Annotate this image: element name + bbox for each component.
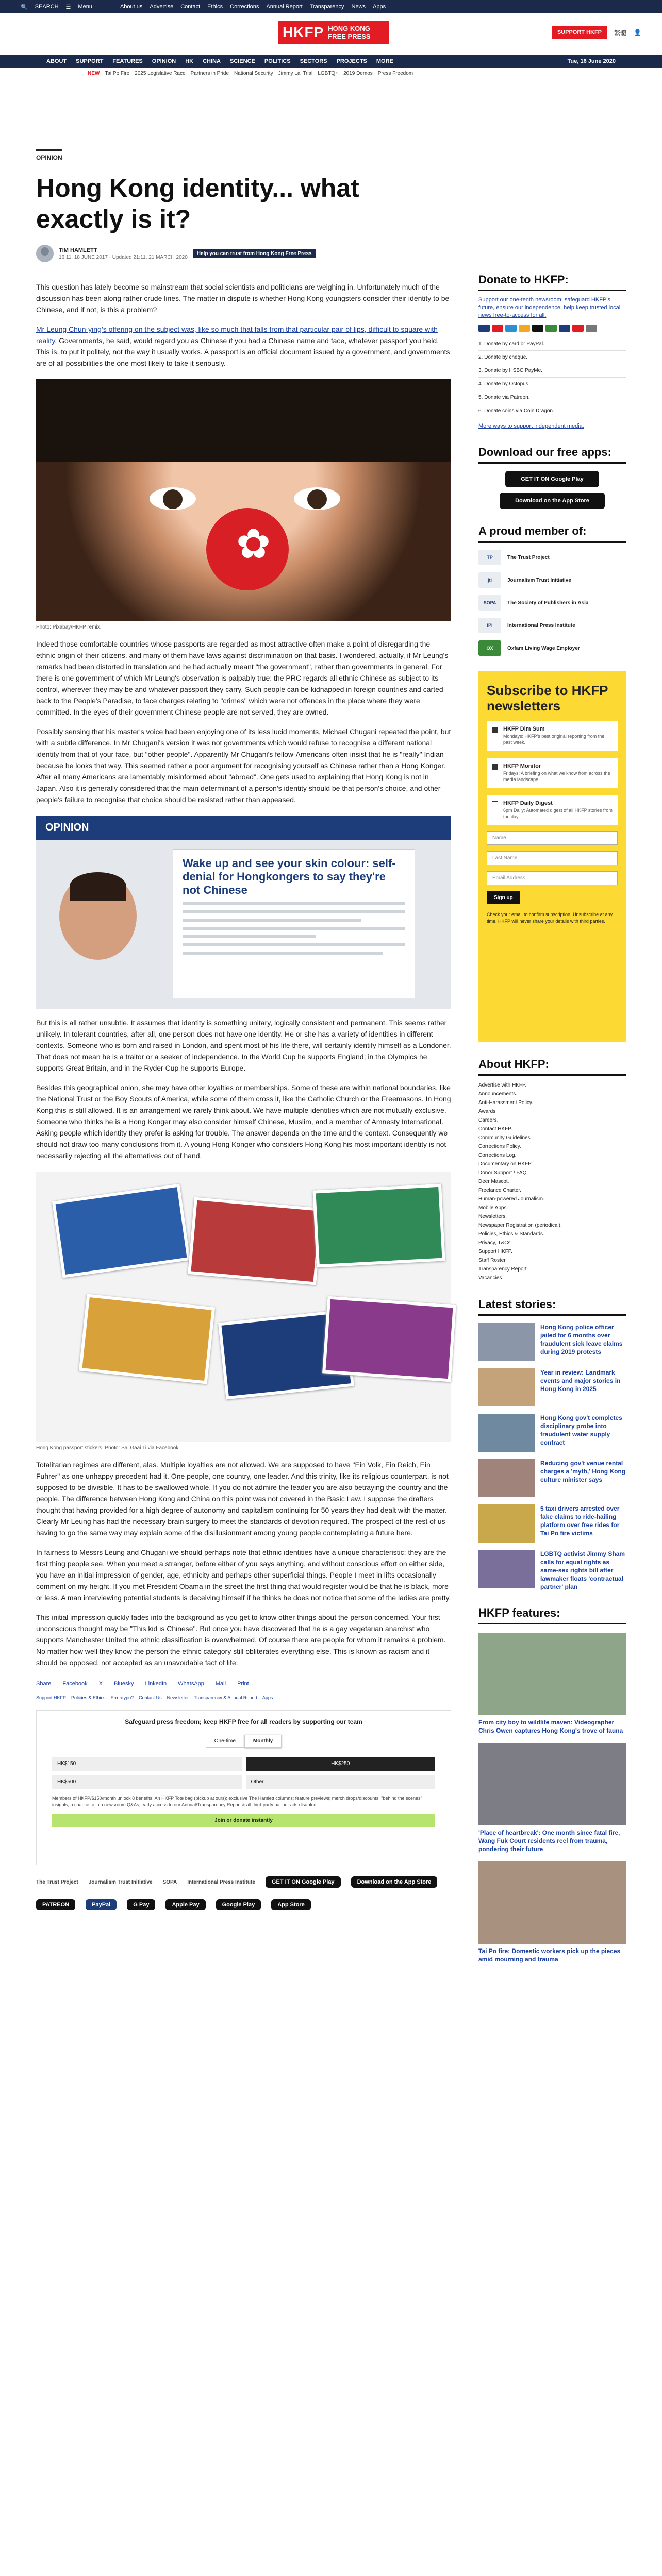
paragraph: This question has lately become so mainstream that social scientists and politicians are weighing in. Unfortunately much of the discussion has been along rather crude lines. The matter in dispute is whether Hong Kong youngsters consider their identity to be Chinese, and if not, is this a problem? bbox=[36, 283, 450, 314]
about-heading: About HKFP: bbox=[478, 1058, 626, 1076]
member-org[interactable]: TP The Trust Project bbox=[478, 550, 626, 565]
about-link[interactable]: Careers. bbox=[478, 1117, 499, 1123]
member-benefits: Members of HKFP/$150/month unlock 8 benefits: An HKFP Tote bag (pickup at ours); exclusive The Hamlett columns; feature previews; merch drops/discounts; "behind the scenes" insights; a chance to join newsroom Q&As; early access to our Annual/Transparency Report & all third-party banner ads disabled. bbox=[52, 1795, 422, 1807]
google-play-badge[interactable]: GET IT ON Google Play bbox=[266, 1876, 341, 1888]
latest-story[interactable]: LGBTQ activist Jimmy Sham calls for equal rights as same-sex rights bill after lawmaker floats 'contractual partner' plan bbox=[478, 1550, 626, 1591]
clipping-article bbox=[173, 849, 415, 998]
feature-story[interactable]: From city boy to wildlife maven: Videographer Chris Owen captures Hong Kong's trove of fauna bbox=[478, 1633, 626, 1735]
about-link[interactable]: Advertise with HKFP. bbox=[478, 1082, 527, 1088]
trending-item[interactable]: 2025 Legislative Race bbox=[135, 70, 186, 76]
card-icon bbox=[532, 325, 543, 332]
nav-politics[interactable]: POLITICS bbox=[264, 58, 291, 64]
about-link[interactable]: Announcements. bbox=[478, 1091, 518, 1097]
donate-option[interactable]: 4. Donate by Octopus. bbox=[478, 377, 626, 391]
about-link[interactable]: Vacancies. bbox=[478, 1275, 504, 1281]
topbar-search[interactable]: SEARCH bbox=[35, 4, 59, 10]
google-play-button[interactable]: GET IT ON Google Play bbox=[505, 471, 599, 487]
share-bar bbox=[36, 1681, 451, 1687]
member-org[interactable]: OX Oxfam Living Wage Employer bbox=[478, 640, 626, 656]
sidebar bbox=[478, 273, 626, 1963]
latest-story[interactable]: 5 taxi drivers arrested over fake claims to ride-hailing platform over free rides for Tai Po fire victims bbox=[478, 1504, 626, 1543]
donate-options bbox=[478, 337, 626, 417]
features-heading: HKFP features: bbox=[478, 1606, 626, 1624]
checkbox-checked[interactable] bbox=[492, 764, 498, 770]
about-link[interactable]: Corrections Policy. bbox=[478, 1144, 521, 1149]
ipi-logo[interactable]: International Press Institute bbox=[187, 1879, 255, 1885]
latest-story[interactable]: Hong Kong police officer jailed for 6 months over fraudulent sick leave claims during 2019 protests bbox=[478, 1323, 626, 1361]
monthly-option[interactable]: Monthly bbox=[244, 1735, 282, 1748]
paragraph: Mr Leung Chun-ying’s offering on the subject was, like so much that falls from that particular pair of lips, difficult to square with reality. Governments, he said, would regard you as Chinese if you had a Chinese name and face, whatever passport you held. This is, to put it politely, not the way it usually works. A passport is an official document issued by a government, and governments are of all possibilities the one most likely to take it seriously. bbox=[36, 325, 450, 367]
nav-more[interactable]: MORE bbox=[376, 58, 393, 64]
policy-link[interactable]: Newsletter bbox=[167, 1695, 189, 1700]
topbar-transparency[interactable]: Transparency bbox=[309, 4, 344, 10]
apps-heading: Download our free apps: bbox=[478, 446, 626, 464]
author-avatar bbox=[36, 245, 54, 262]
feature-image[interactable] bbox=[478, 1633, 626, 1715]
topbar-apps[interactable]: Apps bbox=[373, 4, 386, 10]
policy-link[interactable]: Error/typo? bbox=[110, 1695, 134, 1700]
sopa-icon: SOPA bbox=[478, 595, 501, 611]
about-links bbox=[478, 1081, 626, 1282]
newsletter-option[interactable]: HKFP Monitor Fridays: A briefing on what we know from across the media landscape. bbox=[487, 758, 618, 788]
member-org[interactable]: IPI International Press Institute bbox=[478, 618, 626, 633]
trending-item[interactable]: Jimmy Lai Trial bbox=[278, 70, 313, 76]
trending-bar bbox=[0, 68, 662, 78]
app-store-button[interactable]: Download on the App Store bbox=[500, 493, 605, 509]
header-actions bbox=[552, 26, 641, 39]
inline-link[interactable]: Mr Leung Chun-ying’s offering on the subject was, like so much that falls from that particular pair of lips, difficult to square with reality. bbox=[36, 325, 438, 345]
main-nav bbox=[0, 55, 662, 68]
card-icon bbox=[559, 325, 570, 332]
nav-sectors[interactable]: SECTORS bbox=[300, 58, 327, 64]
latest-story[interactable]: Reducing gov't venue rental charges a 'myth,' Hong Kong culture minister says bbox=[478, 1459, 626, 1497]
paragraph: In fairness to Messrs Leung and Chugani we should perhaps note that ethnic identities have a unique characteristic: they are the first thing people see. When you meet a stranger, before either of you says anything, and without conscious effort on either side, you have an initial impression of gender, age, ethnicity and perhaps other superficial things. People I meet in lifts occasionally comment on my height. If you met President Obama in the street the first thing that would register would be that he is black, more or less. A man interviewing potential students is deceiving himself if he thinks he does not notice that some of the ladies are pretty. bbox=[36, 1548, 451, 1602]
nav-projects[interactable]: PROJECTS bbox=[336, 58, 367, 64]
app-store-badge[interactable]: Download on the App Store bbox=[351, 1876, 438, 1888]
about-link[interactable]: Staff Roster. bbox=[478, 1258, 507, 1263]
byline bbox=[36, 245, 451, 262]
bauhinia-icon: ✿ bbox=[206, 508, 289, 590]
trending-item[interactable]: Partners in Pride bbox=[190, 70, 229, 76]
photo-caption: Photo: Pixabay/HKFP remix. bbox=[36, 624, 102, 630]
share-mail[interactable]: Mail bbox=[215, 1681, 226, 1687]
topbar-contact[interactable]: Contact bbox=[180, 4, 201, 10]
policy-link[interactable]: Policies & Ethics bbox=[71, 1695, 106, 1700]
paragraph: This initial impression quickly fades into the background as you get to know other things about the person concerned. Your first unconscious thought may be "This kid is Chinese". But once you have discovered that he is a gay vegetarian anarchist who supports Manchester United the ethnic classification is overwhelmed. Of course there are people for whom it remains a problem. No matter how well they know the person the ethnic category still obliterates everything else. This is known as racism and it should be opposed, not accepted as an unavoidable fact of life. bbox=[36, 1613, 446, 1667]
about-link[interactable]: Freelance Charter. bbox=[478, 1188, 521, 1193]
share-whatsapp[interactable]: WhatsApp bbox=[178, 1681, 204, 1687]
nav-science[interactable]: SCIENCE bbox=[229, 58, 255, 64]
one-time-option[interactable]: One-time bbox=[206, 1735, 244, 1748]
about-link[interactable]: Newspaper Registration (periodical). bbox=[478, 1223, 562, 1228]
amount-option-selected[interactable]: HK$250 bbox=[246, 1757, 436, 1771]
share-print[interactable]: Print bbox=[237, 1681, 249, 1687]
card-icon bbox=[586, 325, 597, 332]
topbar-menu[interactable]: Menu bbox=[78, 4, 92, 10]
paypal-badge[interactable]: PayPal bbox=[86, 1899, 117, 1910]
nav-about[interactable]: ABOUT bbox=[46, 58, 67, 64]
applepay-badge[interactable]: Apple Pay bbox=[166, 1899, 205, 1910]
story-thumbnail[interactable] bbox=[478, 1504, 535, 1543]
paragraph: But this is all rather unsubtle. It assumes that identity is something unitary, logically consistent and permanent. This seems rather unlikely. In tolerant countries, after all, one person does not have one identity. He or she has a variety of identities in different contexts. Someone who is born and raised in London, and spent most of his life there, will certainly identify himself as a Londoner. That does not mean he is a traitor or a seeker of independence. In the World Cup he supports England; in the Olympics he supports Great Britain, and in the Ryder Cup he supports Europe. bbox=[36, 1019, 451, 1072]
newsletter-signup bbox=[478, 671, 626, 1042]
newsletter-option[interactable]: HKFP Daily Digest 6pm Daily: Automated digest of all HKFP stories from the day. bbox=[487, 795, 618, 825]
passport-stickers-image bbox=[36, 1172, 451, 1442]
topbar-advertise[interactable]: Advertise bbox=[150, 4, 174, 10]
clipping-header: OPINION bbox=[36, 816, 451, 840]
newsletter-option[interactable]: HKFP Dim Sum Mondays: HKFP's best original reporting from the past week. bbox=[487, 721, 618, 751]
share-facebook[interactable]: Facebook bbox=[62, 1681, 88, 1687]
checkbox-checked[interactable] bbox=[492, 727, 498, 733]
nav-hk[interactable]: HK bbox=[185, 58, 194, 64]
frequency-toggle bbox=[52, 1735, 435, 1748]
google-play-badge-2[interactable]: Google Play bbox=[216, 1899, 261, 1910]
donate-option[interactable]: 5. Donate via Patreon. bbox=[478, 391, 626, 404]
donate-option[interactable]: 2. Donate by cheque. bbox=[478, 350, 626, 364]
feature-story[interactable]: 'Place of heartbreak': One month since fatal fire, Wang Fuk Court residents reel from trauma, pondering their future bbox=[478, 1743, 626, 1853]
about-link[interactable]: Contact HKFP. bbox=[478, 1126, 512, 1132]
latest-heading: Latest stories: bbox=[478, 1298, 626, 1316]
payment-card-icons bbox=[478, 325, 626, 332]
trending-item[interactable]: Press Freedom bbox=[377, 70, 413, 76]
about-link[interactable]: Community Guidelines. bbox=[478, 1135, 532, 1141]
topbar-annual-report[interactable]: Annual Report bbox=[266, 4, 303, 10]
story-thumbnail[interactable] bbox=[478, 1459, 535, 1497]
amount-option[interactable]: HK$150 bbox=[52, 1757, 242, 1771]
nav-china[interactable]: CHINA bbox=[203, 58, 221, 64]
share-x[interactable]: X bbox=[98, 1681, 103, 1687]
donate-option[interactable]: 3. Donate by HSBC PayMe. bbox=[478, 364, 626, 377]
donate-option[interactable]: 1. Donate by card or PayPal. bbox=[478, 337, 626, 350]
search-icon[interactable]: 🔍 bbox=[21, 4, 28, 10]
about-link[interactable]: Anti-Harassment Policy. bbox=[478, 1100, 533, 1106]
user-icon[interactable]: 👤 bbox=[634, 29, 641, 36]
logo-mark: HKFP bbox=[283, 24, 324, 40]
payment-badges bbox=[36, 1899, 451, 1910]
paragraph: Possibly sensing that his master's voice had been enjoying one of its less lucid moments, Michael Chugani repeated the point, but with a subtle difference. In Mr Chugani's version it was not governments which would refuse to recognise a different national identity from that of your face, but "other people". Apparently Mr Chugani's fellow-Americans often insist that he is "really" Indian because he looks that way. This seemed rather a poor argument for recognising yourself as Chinese rather than a Hong Konger. After all many Americans are lamentably misinformed about "abroad". One gets used to explaining that Hong Kong is not in Japan. Also it is generally considered that the main determinant of a person's identity should be that person's choice, and other people's failure to recognise that choice should be resisted rather than appeased. bbox=[36, 727, 451, 804]
trending-item[interactable]: Tai Po Fire bbox=[105, 70, 130, 76]
card-icon bbox=[545, 325, 557, 332]
latest-story[interactable]: Year in review: Landmark events and major stories in Hong Kong in 2025 bbox=[478, 1368, 626, 1406]
top-utility-bar bbox=[0, 0, 662, 13]
trending-new-label: NEW bbox=[88, 70, 100, 76]
donate-intro-link[interactable]: Support our one-tenth newsroom: safeguard HKFP's future, ensure our independence, help keep trusted local news free-to-access for all. bbox=[478, 297, 621, 318]
paragraph: Indeed those comfortable countries whose passports are regarded as most attractive often make a point of disregarding the ethnic origin of their citizens, and many of them have laws against discrimination on that basis. I wondered, actually, if Mr Leung's remarks had been distorted in translation and he had actually meant "the government", rather than governments in general. For there is one government of which Mr Leung's observation is palpably true: the PRC regards all ethnic Chinese as subject to its control, wherever they may be and whatever passport they carry. Such people can be kidnapped in foreign countries and carted back to the People's Paradise, to face charges relating to "crimes" which were not offences in the place where they were committed. In the eyes of their government Chinese people are not served, they are owned. bbox=[36, 640, 449, 716]
share-linkedin[interactable]: LinkedIn bbox=[145, 1681, 167, 1687]
paragraph: Besides this geographical onion, she may have other loyalties or memberships. Some of these are within national boundaries, like the National Trust or the Boy Scouts of America, while some of them cross it, like the Catholic Church or the Freemasons. In Hong Kong this is still allowed. It is an arrangement we rarely think about. We have multiple identities which are not mutually exclusive. Someone who thinks he is a Hong Konger may also consider himself Chinese, Muslim, and a member of Amnesty International. Asking people which identity they prefer is asking for trouble. The answer depends on the time and the context. Consequently we should not draw too many conclusions from it. A young Hong Konger who considers Hong Kong his most important identity is not necessarily rejecting all the alternatives out of hand. bbox=[36, 1083, 451, 1160]
story-thumbnail[interactable] bbox=[478, 1414, 535, 1452]
ipi-icon: IPI bbox=[478, 618, 501, 633]
app-store-badge-2[interactable]: App Store bbox=[271, 1899, 311, 1910]
photo-caption: Hong Kong passport stickers. Photo: Sai Gaai Ti via Facebook. bbox=[36, 1445, 180, 1451]
topbar-ethics[interactable]: Ethics bbox=[207, 4, 223, 10]
member-org[interactable]: jti Journalism Trust Initiative bbox=[478, 572, 626, 588]
share-label: Share bbox=[36, 1681, 52, 1687]
trending-item[interactable]: 2019 Demos bbox=[343, 70, 373, 76]
feature-image[interactable] bbox=[478, 1743, 626, 1825]
article-category[interactable]: OPINION bbox=[36, 149, 62, 161]
jti-logo[interactable]: Journalism Trust Initiative bbox=[88, 1879, 153, 1885]
policy-link[interactable]: Transparency & Annual Report bbox=[194, 1695, 257, 1700]
trending-item[interactable]: National Security bbox=[234, 70, 273, 76]
support-hkfp-button[interactable]: SUPPORT HKFP bbox=[552, 26, 607, 39]
policy-link[interactable]: Support HKFP bbox=[36, 1695, 67, 1700]
sopa-logo[interactable]: SOPA bbox=[162, 1879, 177, 1885]
about-link[interactable]: Donor Support / FAQ. bbox=[478, 1170, 528, 1176]
feature-story[interactable]: Tai Po fire: Domestic workers pick up the pieces amid mourning and trauma bbox=[478, 1861, 626, 1963]
about-link[interactable]: Awards. bbox=[478, 1109, 497, 1114]
topbar-about[interactable]: About us bbox=[120, 4, 143, 10]
donation-widget bbox=[36, 1710, 451, 1865]
patreon-badge[interactable]: PATREON bbox=[36, 1899, 75, 1910]
about-link[interactable]: Deer Mascot. bbox=[478, 1179, 509, 1184]
about-link[interactable]: Human-powered Journalism. bbox=[478, 1196, 544, 1202]
author-name[interactable]: TIM HAMLETT bbox=[59, 247, 97, 253]
policy-link[interactable]: Apps bbox=[262, 1695, 273, 1700]
first-name-input[interactable]: Name bbox=[487, 831, 618, 845]
trust-project-logo[interactable]: The Trust Project bbox=[36, 1879, 78, 1885]
about-link[interactable]: Transparency Report. bbox=[478, 1266, 528, 1272]
card-icon bbox=[478, 325, 490, 332]
subscribe-heading: Subscribe to HKFP newsletters bbox=[487, 683, 608, 714]
card-icon bbox=[505, 325, 517, 332]
card-icon bbox=[492, 325, 503, 332]
nav-support[interactable]: SUPPORT bbox=[76, 58, 104, 64]
gpay-badge[interactable]: G Pay bbox=[127, 1899, 155, 1910]
trending-item[interactable]: LGBTQ+ bbox=[318, 70, 339, 76]
logo-text: HONG KONG FREE PRESS bbox=[328, 25, 371, 40]
email-input[interactable]: Email Address bbox=[487, 871, 618, 885]
latest-story[interactable]: Hong Kong gov't completes disciplinary probe into fraudulent water supply contract bbox=[478, 1414, 626, 1452]
last-name-input[interactable]: Last Name bbox=[487, 851, 618, 865]
story-thumbnail[interactable] bbox=[478, 1550, 535, 1588]
clipping-headline: Wake up and see your skin colour: self-denial for Hongkongers to say they're not Chinese bbox=[183, 857, 396, 896]
nav-features[interactable]: FEATURES bbox=[112, 58, 143, 64]
amount-options bbox=[52, 1757, 435, 1789]
share-bluesky[interactable]: Bluesky bbox=[114, 1681, 134, 1687]
newspaper-clipping-image bbox=[36, 816, 451, 1009]
about-link[interactable]: Support HKFP. bbox=[478, 1249, 512, 1255]
hkfp-logo[interactable] bbox=[278, 21, 389, 44]
paragraph: Totalitarian regimes are different, alas. Multiple loyalties are not allowed. We are supposed to have "Ein Volk, Ein Reich, Ein Fuhrer" as one unhappy precedent had it. One people, one country, one leader. And this trinity, like its religious counterpart, is not supposed to be divisible. It has to be swallowed whole. If you do not admire the leader you are also betraying the country and the people. The difference between Hong Kong and China on this point was not covered in the Basic Law. I suppose the drafters thought that having provided for a high degree of autonomy and capitalism continuing for 50 years they had dealt with the matter. Clearly Mr Leung has had the necessary brain surgery to meet the standards of devotion required. The prospect of the rest of us having to go the same way may explain some of the disillusionment among young people contemplating a future here. bbox=[36, 1461, 449, 1537]
join-donate-button[interactable]: Join or donate instantly bbox=[52, 1814, 435, 1827]
about-link[interactable]: Policies, Ethics & Standards. bbox=[478, 1231, 544, 1237]
nav-date: Tue, 16 June 2020 bbox=[567, 58, 616, 64]
jti-icon: jti bbox=[478, 572, 501, 588]
about-link[interactable]: Mobile Apps. bbox=[478, 1205, 508, 1211]
footer-logos bbox=[36, 1876, 451, 1888]
trust-promo[interactable]: Help you can trust from Hong Kong Free Press bbox=[193, 249, 316, 258]
trust-project-icon: TP bbox=[478, 550, 501, 565]
more-ways-link[interactable]: More ways to support independent media. bbox=[478, 423, 584, 429]
article-photo-flag-face bbox=[36, 379, 451, 621]
card-icon bbox=[519, 325, 530, 332]
member-org[interactable]: SOPA The Society of Publishers in Asia bbox=[478, 595, 626, 611]
about-link[interactable]: Newsletters. bbox=[478, 1214, 507, 1219]
article bbox=[36, 149, 451, 1910]
site-header bbox=[0, 13, 662, 75]
language-switch[interactable]: 繁體 bbox=[614, 29, 627, 37]
policy-link[interactable]: Contact Us bbox=[139, 1695, 162, 1700]
story-thumbnail[interactable] bbox=[478, 1323, 535, 1361]
article-title: Hong Kong identity... what exactly is it? bbox=[36, 174, 359, 233]
donate-heading: Donate to HKFP: bbox=[478, 273, 626, 291]
columnist-portrait bbox=[59, 872, 137, 960]
subscribe-note: Check your email to confirm subscription. Unsubscribe at any time. HKFP will never share your details with third parties. bbox=[487, 912, 613, 924]
topbar-corrections[interactable]: Corrections bbox=[230, 4, 259, 10]
policy-links bbox=[36, 1695, 451, 1700]
article-dates: 16:11, 18 JUNE 2017 · Updated 21:11, 21 MARCH 2020 bbox=[59, 254, 188, 260]
member-heading: A proud member of: bbox=[478, 524, 626, 543]
about-link[interactable]: Privacy, T&Cs. bbox=[478, 1240, 512, 1246]
donate-option[interactable]: 6. Donate coins via Coin Dragon. bbox=[478, 404, 626, 417]
oxfam-icon: OX bbox=[478, 640, 501, 656]
menu-icon[interactable]: ☰ bbox=[65, 4, 71, 10]
nav-opinion[interactable]: OPINION bbox=[152, 58, 176, 64]
checkbox[interactable] bbox=[492, 801, 498, 807]
about-link[interactable]: Documentary on HKFP. bbox=[478, 1161, 533, 1167]
amount-option[interactable]: HK$500 bbox=[52, 1775, 242, 1789]
card-icon bbox=[572, 325, 584, 332]
sign-up-button[interactable]: Sign up bbox=[487, 891, 520, 904]
amount-option-other[interactable]: Other bbox=[246, 1775, 436, 1789]
donation-title: Safeguard press freedom; keep HKFP free for all readers by supporting our team bbox=[125, 1718, 362, 1725]
story-thumbnail[interactable] bbox=[478, 1368, 535, 1406]
topbar-news[interactable]: News bbox=[351, 4, 366, 10]
feature-image[interactable] bbox=[478, 1861, 626, 1944]
about-link[interactable]: Corrections Log. bbox=[478, 1153, 517, 1158]
